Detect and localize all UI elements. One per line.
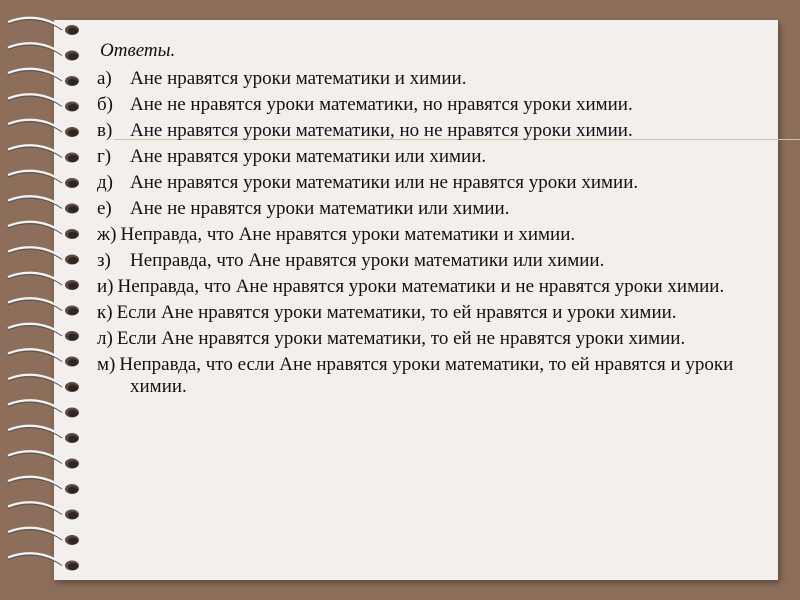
spiral-wire-shade [8,96,62,106]
spiral-wire [8,196,62,206]
list-item-text: Неправда, что Ане нравятся уроки математики и химии. [120,224,576,245]
spiral-wire [8,43,62,53]
list-item-marker: в) [97,120,113,141]
spiral-wire-shade [8,198,62,208]
spiral-wire [8,324,62,334]
list-item-text: Ане не нравятся уроки математики или химии. [130,198,510,219]
spiral-wire-shade [8,173,62,183]
spiral-wire-shade [8,300,62,310]
binding-hole-inner [68,385,78,392]
spiral-wire-shade [8,249,62,259]
list-item-text: Ане нравятся уроки математики или не нравятся уроки химии. [130,172,639,193]
list-item [97,94,737,116]
list-item-marker: г) [97,146,112,167]
list-item [97,68,737,90]
list-item-marker: б) [97,94,113,115]
spiral-wire-shade [8,504,62,514]
spiral-wire-shade [8,275,62,285]
binding-hole-inner [68,79,78,86]
list-item-text: Если Ане нравятся уроки математики, то ей нравятся и уроки химии. [116,302,677,323]
binding-hole-inner [68,104,78,111]
binding-hole-inner [68,563,78,570]
spiral-wire [8,400,62,410]
list-item [97,120,737,142]
binding-hole-inner [68,308,78,315]
list-item-text: Ане нравятся уроки математики, но не нравятся уроки химии. [130,120,633,141]
list-item-text: Неправда, что если Ане нравятся уроки математики, то ей нравятся и уроки химии. [119,354,734,397]
list-item-text: Ане нравятся уроки математики и химии. [130,68,467,89]
spiral-wire [8,273,62,283]
spiral-wire-shade [8,453,62,463]
spiral-wire-shade [8,45,62,55]
binding-hole-inner [68,232,78,239]
binding-hole-inner [68,53,78,60]
list-item [97,172,737,194]
binding-hole-inner [68,410,78,417]
binding-hole-inner [68,257,78,264]
list-item-marker: з) [97,250,111,271]
list-item [97,328,737,350]
binding-hole-inner [68,206,78,213]
list-item [97,276,737,298]
list-item-marker: л) [97,328,113,349]
spiral-wire-shade [8,428,62,438]
spiral-wire [8,426,62,436]
spiral-wire [8,222,62,232]
list-item-marker: и) [97,276,114,297]
spiral-wire [8,528,62,538]
list-item [97,354,737,398]
binding-hole-inner [68,181,78,188]
spiral-wire-shade [8,326,62,336]
binding-hole-inner [68,28,78,35]
spiral-wire-shade [8,555,62,565]
answers-title: Ответы. [100,40,176,61]
spiral-wire-shade [8,224,62,234]
binding-hole-inner [68,487,78,494]
spiral-wire-shade [8,479,62,489]
binding-hole-inner [68,359,78,366]
binding-hole-inner [68,130,78,137]
list-item-marker: д) [97,172,113,193]
list-item [97,250,737,272]
list-item-marker: ж) [97,224,117,245]
spiral-wire-shade [8,402,62,412]
binding-hole-inner [68,155,78,162]
spiral-wire-shade [8,530,62,540]
spiral-wire [8,69,62,79]
list-item-text: Ане не нравятся уроки математики, но нравятся уроки химии. [130,94,633,115]
list-item-text: Ане нравятся уроки математики или химии. [130,146,487,167]
spiral-wire-shade [8,71,62,81]
spiral-wire [8,247,62,257]
binding-hole-inner [68,436,78,443]
spiral-wire-shade [8,20,62,30]
spiral-wire [8,451,62,461]
list-item [97,146,737,168]
spiral-wire-shade [8,377,62,387]
spiral-wire [8,553,62,563]
spiral-wire [8,349,62,359]
spiral-wire [8,375,62,385]
spiral-wire-shade [8,351,62,361]
spiral-wire [8,145,62,155]
list-item [97,224,737,246]
list-item-marker: а) [97,68,112,89]
spiral-wire-shade [8,122,62,132]
list-item-text: Неправда, что Ане нравятся уроки математики или химии. [130,250,605,271]
list-item [97,302,737,324]
spiral-wire [8,18,62,28]
binding-hole-inner [68,334,78,341]
binding-hole-inner [68,512,78,519]
list-item-marker: м) [97,354,116,375]
spiral-wire [8,477,62,487]
list-item [97,198,737,220]
spiral-wire [8,171,62,181]
answers-list [97,40,737,402]
list-item-text: Если Ане нравятся уроки математики, то ей не нравятся уроки химии. [116,328,686,349]
binding-hole-inner [68,283,78,290]
spiral-wire [8,502,62,512]
list-item-text: Неправда, что Ане нравятся уроки математики и не нравятся уроки химии. [117,276,725,297]
binding-hole-inner [68,461,78,468]
list-item-marker: к) [97,302,113,323]
spiral-wire [8,298,62,308]
list-item-marker: е) [97,198,112,219]
spiral-wire [8,94,62,104]
spiral-binding-icon [0,10,90,590]
spiral-wire [8,120,62,130]
spiral-wire-shade [8,147,62,157]
binding-hole-inner [68,538,78,545]
